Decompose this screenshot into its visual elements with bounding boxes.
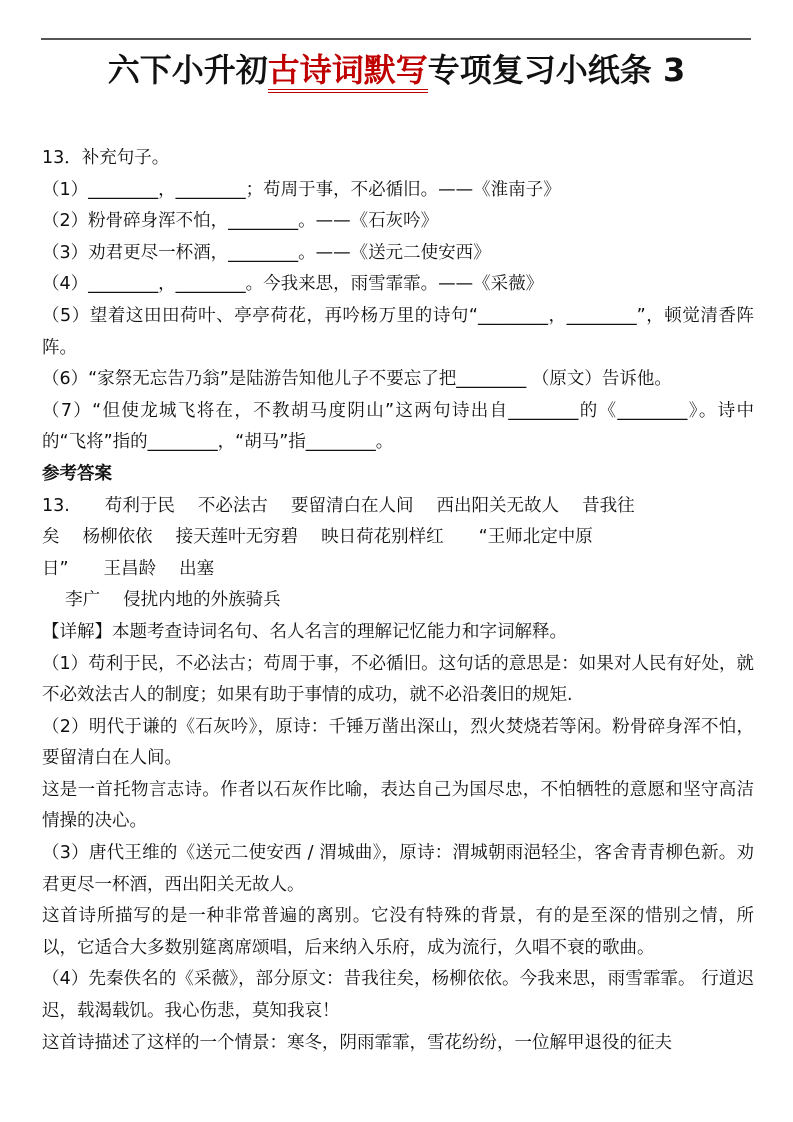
explanation-paragraph: （1）苟利于民，不必法古；苟周于事，不必循旧。这句话的意思是：如果对人民有好处，就不必效法古人的制度；如果有助于事情的成功，就不必沿袭旧的规矩.: [42, 653, 754, 706]
explanation-paragraph: 这首诗描述了这样的一个情景：寒冬，阴雨霏霏，雪花纷纷，一位解甲退役的征夫: [42, 1032, 672, 1053]
answer-heading: 参考答案: [42, 463, 112, 484]
top-rule-divider: [41, 38, 751, 40]
document-body: [42, 143, 754, 1059]
answer-line-3: 日” 王昌龄 出塞: [42, 558, 215, 579]
page-title: [0, 50, 793, 90]
answer-line-4: 李广 侵扰内地的外族骑兵: [42, 590, 281, 611]
answer-line-2: 矣 杨柳依依 接天莲叶无穷碧 映日荷花别样红 “王师北定中原: [42, 527, 593, 548]
title-highlight: 古诗词默写: [268, 51, 428, 93]
explanation-paragraph: （2）明代于谦的《石灰吟》，原诗：千锤万凿出深山，烈火焚烧若等闲。粉骨碎身浑不怕，要留清白在人间。: [42, 716, 754, 769]
explanation-paragraph: 这是一首托物言志诗。作者以石灰作比喻，表达自己为国尽忠，不怕牺牲的意愿和坚守高洁情操的决心。: [42, 779, 754, 832]
question-item-5: （5）望着这田田荷叶、亭亭荷花，再吟杨万里的诗句“________，________”，顿觉清香阵阵。: [42, 305, 754, 358]
question-item-2: （2）粉骨碎身浑不怕，________。——《石灰吟》: [42, 211, 439, 232]
explanation-paragraph: （4）先秦佚名的《采薇》，部分原文：昔我往矣，杨柳依依。今我来思，雨雪霏霏。 行道迟迟，载渴载饥。我心伤悲，莫知我哀！: [42, 969, 754, 1022]
title-suffix: 专项复习小纸条 3: [427, 51, 686, 89]
question-item-3: （3）劝君更尽一杯酒，________。——《送元二使安西》: [42, 242, 491, 263]
explanation-paragraph: 这首诗所描写的是一种非常普遍的离别。它没有特殊的背景，有的是至深的惜别之情，所以，它适合大多数别筵离席颂唱，后来纳入乐府，成为流行，久唱不衰的歌曲。: [42, 906, 754, 958]
question-item-1: （1）________，________；苟周于事，不必循旧。——《淮南子》: [42, 179, 561, 200]
question-item-7: （7）“但使龙城飞将在，不教胡马度阴山”这两句诗出自________的《________》。诗中的“飞将”指的________，“胡马”指________。: [42, 400, 754, 453]
explanation-paragraph: （3）唐代王维的《送元二使安西 / 渭城曲》，原诗：渭城朝雨浥轻尘，客舍青青柳色新。劝君更尽一杯酒，西出阳关无故人。: [42, 843, 754, 895]
answer-line-1: 13. 苟利于民 不必法古 要留清白在人间 西出阳关无故人 昔我往: [42, 495, 635, 516]
title-prefix: 六下小升初: [107, 51, 268, 89]
question-item-6: （6）“家祭无忘告乃翁”是陆游告知他儿子不要忘了把________ （原文）告诉他。: [42, 369, 672, 390]
question-item-4: （4）________，________。今我来思，雨雪霏霏。——《采薇》: [42, 274, 544, 295]
question-heading: 13．补充句子。: [42, 148, 170, 168]
explanation-intro: 【详解】本题考查诗词名句、名人名言的理解记忆能力和字词解释。: [42, 621, 567, 642]
